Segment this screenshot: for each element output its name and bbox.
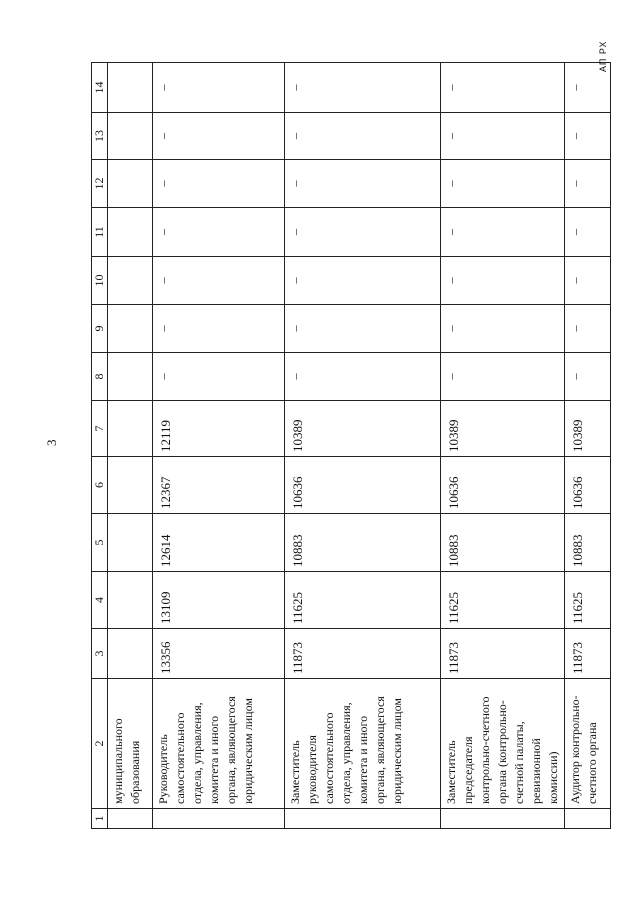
dash-cell: – [285, 208, 441, 257]
table-cell [108, 353, 153, 401]
table-cell [108, 257, 153, 305]
position-cell: Заместитель председателя контрольно-счетного органа (контрольно-счетной палаты, ревизионной комиссии) [441, 679, 565, 809]
column-number: 4 [92, 572, 108, 629]
dash-cell: – [153, 305, 285, 353]
dash-cell: – [441, 353, 565, 401]
table-cell [108, 113, 153, 160]
dash-cell: – [153, 208, 285, 257]
salary-cell: 10389 [285, 401, 441, 457]
dash-cell: – [285, 353, 441, 401]
column-number: 1 [92, 809, 108, 829]
column-number: 12 [92, 160, 108, 208]
salary-cell: 10636 [565, 457, 611, 514]
column-number: 6 [92, 457, 108, 514]
column-number: 13 [92, 113, 108, 160]
table-cell [108, 572, 153, 629]
salary-table [91, 62, 611, 829]
salary-cell: 10636 [441, 457, 565, 514]
dash-cell: – [441, 208, 565, 257]
column-number: 2 [92, 679, 108, 809]
dash-cell: – [285, 257, 441, 305]
column-number: 10 [92, 257, 108, 305]
dash-cell: – [153, 63, 285, 113]
column-number: 11 [92, 208, 108, 257]
table-cell [108, 457, 153, 514]
salary-cell: 11625 [285, 572, 441, 629]
column-number: 3 [92, 629, 108, 679]
salary-cell: 11873 [565, 629, 611, 679]
salary-cell: 10883 [565, 514, 611, 572]
dash-cell: – [153, 113, 285, 160]
column-number: 9 [92, 305, 108, 353]
page-number: 3 [44, 439, 59, 446]
table-cell [108, 63, 153, 113]
table-row [153, 63, 285, 829]
dash-cell: – [441, 113, 565, 160]
dash-cell: – [153, 257, 285, 305]
salary-cell: 10389 [441, 401, 565, 457]
position-cell: муниципального образования [108, 679, 153, 809]
table-cell [108, 305, 153, 353]
table-cell [108, 160, 153, 208]
salary-cell: 11873 [285, 629, 441, 679]
dash-cell: – [285, 63, 441, 113]
dash-cell: – [441, 257, 565, 305]
salary-cell: 12614 [153, 514, 285, 572]
dash-cell: – [441, 160, 565, 208]
dash-cell: – [565, 160, 611, 208]
table-row [565, 63, 611, 829]
dash-cell: – [153, 353, 285, 401]
column-number: 8 [92, 353, 108, 401]
table-cell [441, 809, 565, 829]
salary-cell: 11625 [565, 572, 611, 629]
rotated-table-frame [91, 63, 599, 829]
table-cell [108, 629, 153, 679]
salary-cell: 10883 [441, 514, 565, 572]
dash-cell: – [285, 113, 441, 160]
salary-cell: 12367 [153, 457, 285, 514]
header-row [92, 63, 108, 829]
table-row [108, 63, 153, 829]
salary-cell: 10883 [285, 514, 441, 572]
position-cell: Аудитор контрольно-счетного органа [565, 679, 611, 809]
table-cell [108, 401, 153, 457]
column-number: 5 [92, 514, 108, 572]
salary-cell: 10389 [565, 401, 611, 457]
dash-cell: – [441, 305, 565, 353]
table-cell [108, 809, 153, 829]
dash-cell: – [565, 208, 611, 257]
table-cell [108, 208, 153, 257]
table-cell [285, 809, 441, 829]
column-number: 14 [92, 63, 108, 113]
table-row [285, 63, 441, 829]
dash-cell: – [285, 160, 441, 208]
salary-cell: 10636 [285, 457, 441, 514]
dash-cell: – [285, 305, 441, 353]
dash-cell: – [441, 63, 565, 113]
table-cell [565, 809, 611, 829]
position-cell: Руководитель самостоятельного отдела, управления, комитета и иного органа, являющегося юридическим лицом [153, 679, 285, 809]
salary-cell: 11873 [441, 629, 565, 679]
dash-cell: – [565, 353, 611, 401]
dash-cell: – [565, 113, 611, 160]
salary-cell: 13109 [153, 572, 285, 629]
dash-cell: – [565, 63, 611, 113]
salary-cell: 13356 [153, 629, 285, 679]
dash-cell: – [153, 160, 285, 208]
table-cell [153, 809, 285, 829]
salary-cell: 11625 [441, 572, 565, 629]
dash-cell: – [565, 257, 611, 305]
side-label: АП РХ [598, 40, 608, 72]
salary-cell: 12119 [153, 401, 285, 457]
dash-cell: – [565, 305, 611, 353]
table-cell [108, 514, 153, 572]
position-cell: Заместитель руководителя самостоятельного отдела, управления, комитета и иного органа, являющегося юридическим лицом [285, 679, 441, 809]
table-row [441, 63, 565, 829]
column-number: 7 [92, 401, 108, 457]
